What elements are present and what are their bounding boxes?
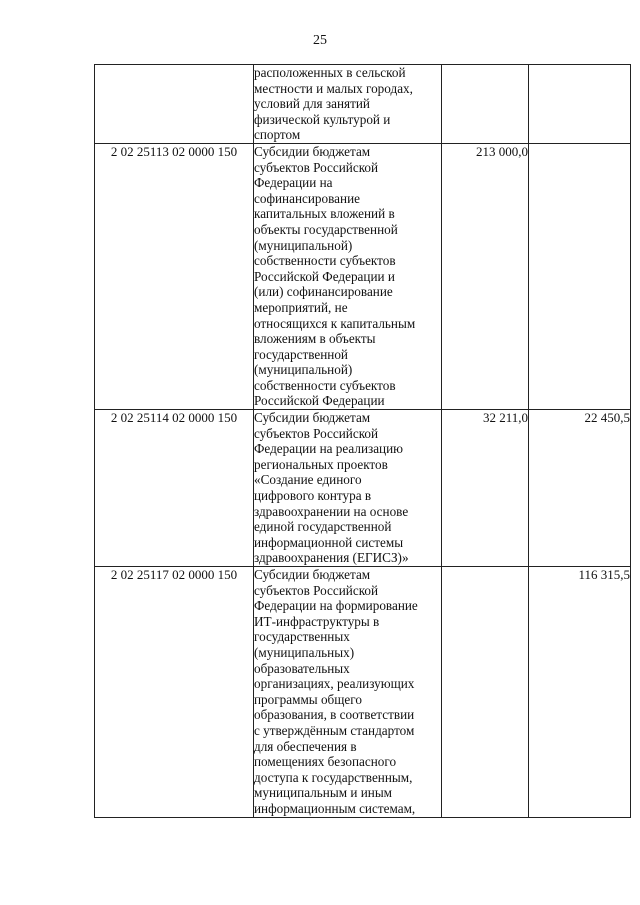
description-line: региональных проектов (254, 456, 388, 472)
description-line: Федерации на реализацию (254, 441, 404, 457)
page-number: 25 (313, 33, 327, 48)
description-line: Федерации на формирование (254, 598, 418, 614)
budget-code-cell: 2 02 25114 02 0000 150 (95, 410, 254, 567)
description-line: Субсидии бюджетам (254, 410, 371, 426)
description-cell (254, 410, 442, 567)
description-line: субъектов Российской (254, 425, 379, 441)
description-line: государственной (254, 346, 348, 362)
description-line: Субсидии бюджетам (254, 143, 371, 159)
description-line: программы общего (254, 691, 362, 707)
description-line: спортом (254, 127, 301, 143)
budget-code-cell: 2 02 25113 02 0000 150 (95, 143, 254, 409)
amount-cell-2 (529, 143, 631, 409)
amount-cell-1: 213 000,0 (442, 143, 529, 409)
table-row (95, 143, 631, 409)
description-cell (254, 143, 442, 409)
description-cell (254, 567, 442, 818)
description-line: образования, в соответствии (254, 707, 415, 723)
description-line: ИТ-инфраструктуры в (254, 613, 380, 629)
description-line: расположенных в сельской (254, 65, 406, 80)
description-line: Российской Федерации (254, 393, 385, 409)
description-line: объекты государственной (254, 221, 398, 237)
description-line: местности и малых городах, (254, 80, 413, 96)
description-line: (муниципальной) (254, 362, 353, 378)
table-row (95, 410, 631, 567)
amount-cell-2 (529, 65, 631, 144)
description-line: государственных (254, 629, 350, 645)
table-row (95, 65, 631, 144)
description-line: софинансирование (254, 190, 360, 206)
description-line: собственности субъектов (254, 253, 396, 269)
description-line: доступа к государственным, (254, 769, 413, 785)
description-line: капитальных вложений в (254, 206, 395, 222)
table-row (95, 567, 631, 818)
description-line: единой государственной (254, 519, 392, 535)
description-line: с утверждённым стандартом (254, 722, 415, 738)
description-cell (254, 65, 442, 144)
description-line: (муниципальной) (254, 237, 353, 253)
description-line: муниципальным и иным (254, 785, 393, 801)
description-line: цифрового контура в (254, 488, 372, 504)
description-line: Федерации на (254, 175, 333, 191)
description-line: информационной системы (254, 534, 404, 550)
description-line: здравоохранения (ЕГИСЗ)» (254, 550, 409, 566)
budget-code-cell: 2 02 25117 02 0000 150 (95, 567, 254, 818)
description-line: здравоохранении на основе (254, 503, 409, 519)
description-line: Субсидии бюджетам (254, 567, 371, 582)
amount-cell-2: 22 450,5 (529, 410, 631, 567)
description-line: собственности субъектов (254, 377, 396, 393)
description-line: условий для занятий (254, 96, 370, 112)
description-line: вложениям в объекты (254, 331, 376, 347)
description-line: образовательных (254, 660, 350, 676)
description-line: субъектов Российской (254, 159, 379, 175)
description-line: «Создание единого (254, 472, 362, 488)
description-line: (муниципальных) (254, 644, 355, 660)
amount-cell-1 (442, 65, 529, 144)
description-line: для обеспечения в (254, 738, 357, 754)
description-line: субъектов Российской (254, 582, 379, 598)
description-line: относящихся к капитальным (254, 315, 416, 331)
description-line: Российской Федерации и (254, 268, 395, 284)
description-line: информационным системам, (254, 800, 416, 816)
amount-cell-2: 116 315,5 (529, 567, 631, 818)
description-line: физической культурой и (254, 111, 391, 127)
description-line: организациях, реализующих (254, 676, 415, 692)
budget-table-body (95, 65, 631, 818)
description-line: мероприятий, не (254, 299, 348, 315)
description-line: помещениях безопасного (254, 754, 397, 770)
description-line: (или) софинансирование (254, 284, 393, 300)
budget-table (94, 64, 631, 818)
amount-cell-1: 32 211,0 (442, 410, 529, 567)
budget-code-cell (95, 65, 254, 144)
amount-cell-1 (442, 567, 529, 818)
